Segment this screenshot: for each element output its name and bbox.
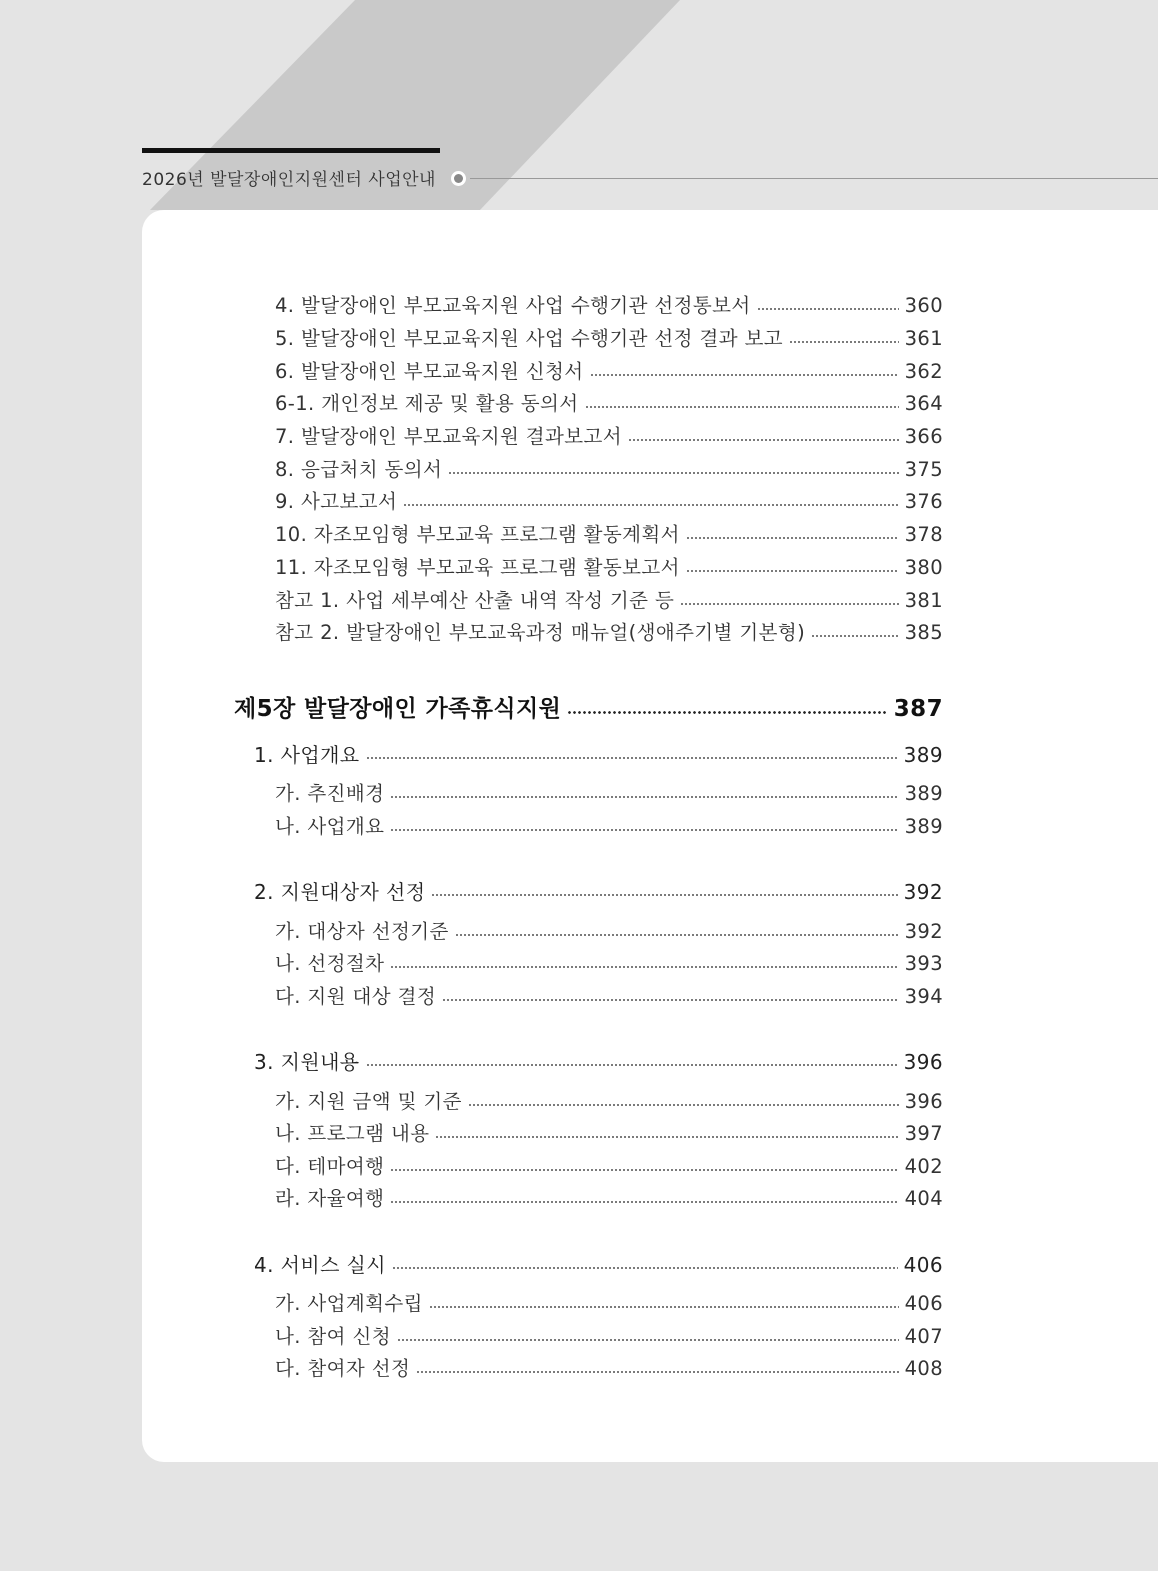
toc-entry[interactable] xyxy=(275,618,943,648)
toc-entry[interactable] xyxy=(275,1152,943,1182)
dot-leader xyxy=(416,1370,898,1374)
dot-leader xyxy=(390,828,898,832)
toc-entry-label: 가. 사업계획수립 xyxy=(275,1292,423,1315)
toc-entry-page: 364 xyxy=(904,392,943,415)
toc-section-label: 3. 지원내용 xyxy=(254,1050,360,1074)
toc-entry-page: 404 xyxy=(904,1187,943,1210)
dot-leader xyxy=(789,340,899,344)
header-accent-bar xyxy=(142,148,440,153)
toc-entry[interactable] xyxy=(275,949,943,979)
toc-section[interactable] xyxy=(254,1047,943,1077)
toc-chapter-label: 제5장 발달장애인 가족휴식지원 xyxy=(234,696,562,722)
toc-entry[interactable] xyxy=(275,324,943,354)
toc-entry-label: 라. 자율여행 xyxy=(275,1187,385,1210)
toc-entry[interactable] xyxy=(275,389,943,419)
dot-leader xyxy=(390,795,898,799)
toc-entry-label: 6-1. 개인정보 제공 및 활용 동의서 xyxy=(275,392,579,415)
dot-leader xyxy=(397,1338,899,1342)
toc-entry-page: 381 xyxy=(904,589,943,612)
dot-leader xyxy=(435,1135,898,1139)
dot-leader xyxy=(468,1103,899,1107)
toc-entry[interactable] xyxy=(275,1119,943,1149)
toc-entry-page: 397 xyxy=(904,1122,943,1145)
toc-entry-page: 376 xyxy=(904,490,943,513)
toc-chapter-page: 387 xyxy=(893,696,943,722)
toc-entry[interactable] xyxy=(275,291,943,321)
toc-entry-page: 361 xyxy=(904,327,943,350)
toc-entry-page: 392 xyxy=(904,920,943,943)
toc-entry-label: 7. 발달장애인 부모교육지원 결과보고서 xyxy=(275,425,622,448)
toc-entry[interactable] xyxy=(275,586,943,616)
toc-entry-label: 다. 지원 대상 결정 xyxy=(275,985,437,1008)
toc-entry[interactable] xyxy=(275,553,943,583)
dot-leader xyxy=(686,569,899,573)
dot-leader xyxy=(686,536,899,540)
toc-entry-label: 가. 지원 금액 및 기준 xyxy=(275,1090,462,1113)
toc-section-page: 392 xyxy=(903,880,943,904)
toc-entry-label: 나. 프로그램 내용 xyxy=(275,1122,430,1145)
toc-entry[interactable] xyxy=(275,455,943,485)
dot-leader xyxy=(429,1305,899,1309)
dot-leader xyxy=(448,471,898,475)
dot-leader xyxy=(403,503,898,507)
toc-entry-label: 6. 발달장애인 부모교육지원 신청서 xyxy=(275,360,584,383)
toc-entry-label: 가. 대상자 선정기준 xyxy=(275,920,449,943)
toc-section-label: 1. 사업개요 xyxy=(254,743,360,767)
toc-entry[interactable] xyxy=(275,812,943,842)
toc-entry-page: 385 xyxy=(904,621,943,644)
toc-entry[interactable] xyxy=(275,1289,943,1319)
dot-leader xyxy=(628,438,899,442)
toc-entry-label: 가. 추진배경 xyxy=(275,782,385,805)
toc-section-page: 406 xyxy=(903,1253,943,1277)
toc-entry-label: 참고 2. 발달장애인 부모교육과정 매뉴얼(생애주기별 기본형) xyxy=(275,621,806,644)
toc-entry-label: 11. 자조모임형 부모교육 프로그램 활동보고서 xyxy=(275,556,680,579)
toc-entry-page: 389 xyxy=(904,815,943,838)
toc-chapter-heading[interactable] xyxy=(234,692,943,726)
toc-entry-page: 366 xyxy=(904,425,943,448)
header-rule xyxy=(470,178,1158,179)
toc-entry[interactable] xyxy=(275,917,943,947)
toc-entry[interactable] xyxy=(275,779,943,809)
dot-leader xyxy=(590,373,899,377)
dot-leader xyxy=(431,893,897,897)
toc-entry-label: 4. 발달장애인 부모교육지원 사업 수행기관 선정통보서 xyxy=(275,294,751,317)
dot-leader xyxy=(366,756,898,760)
dot-leader xyxy=(757,307,899,311)
toc-entry-label: 다. 테마여행 xyxy=(275,1155,385,1178)
toc-entry-page: 396 xyxy=(904,1090,943,1113)
toc-section-page: 389 xyxy=(903,743,943,767)
dot-leader xyxy=(390,1168,898,1172)
toc-entry-page: 375 xyxy=(904,458,943,481)
toc-entry-page: 402 xyxy=(904,1155,943,1178)
toc-entry[interactable] xyxy=(275,982,943,1012)
toc-entry-page: 394 xyxy=(904,985,943,1008)
dot-leader xyxy=(811,634,898,638)
toc-entry[interactable] xyxy=(275,487,943,517)
dot-leader xyxy=(585,405,899,409)
toc-entry-label: 5. 발달장애인 부모교육지원 사업 수행기관 선정 결과 보고 xyxy=(275,327,784,350)
toc-entry-label: 10. 자조모임형 부모교육 프로그램 활동계획서 xyxy=(275,523,680,546)
dot-leader xyxy=(442,998,899,1002)
toc-entry-label: 8. 응급처치 동의서 xyxy=(275,458,443,481)
toc-section-page: 396 xyxy=(903,1050,943,1074)
header-bullet-icon xyxy=(454,174,463,183)
running-header-title: 2026년 발달장애인지원센터 사업안내 xyxy=(142,170,436,190)
toc-entry-page: 380 xyxy=(904,556,943,579)
toc-section[interactable] xyxy=(254,1250,943,1280)
toc-entry-label: 9. 사고보고서 xyxy=(275,490,398,513)
toc-entry[interactable] xyxy=(275,1322,943,1352)
toc-entry-page: 407 xyxy=(904,1325,943,1348)
toc-entry[interactable] xyxy=(275,1087,943,1117)
toc-entry-label: 나. 사업개요 xyxy=(275,815,385,838)
toc-entry[interactable] xyxy=(275,357,943,387)
toc-entry[interactable] xyxy=(275,1184,943,1214)
toc-entry-label: 나. 참여 신청 xyxy=(275,1325,391,1348)
dot-leader xyxy=(390,965,898,969)
dot-leader xyxy=(390,1200,898,1204)
dot-leader xyxy=(567,710,888,715)
toc-section[interactable] xyxy=(254,740,943,770)
toc-entry-label: 나. 선정절차 xyxy=(275,952,385,975)
toc-entry-page: 408 xyxy=(904,1357,943,1380)
dot-leader xyxy=(680,602,898,606)
toc-section-label: 4. 서비스 실시 xyxy=(254,1253,386,1277)
toc-entry-page: 389 xyxy=(904,782,943,805)
toc-entry-page: 362 xyxy=(904,360,943,383)
toc-section[interactable] xyxy=(254,877,943,907)
toc-entry-page: 406 xyxy=(904,1292,943,1315)
dot-leader xyxy=(455,933,899,937)
toc-entry-label: 다. 참여자 선정 xyxy=(275,1357,411,1380)
toc-entry[interactable] xyxy=(275,422,943,452)
toc-section-label: 2. 지원대상자 선정 xyxy=(254,880,426,904)
toc-entry-page: 393 xyxy=(904,952,943,975)
toc-entry[interactable] xyxy=(275,520,943,550)
toc-entry[interactable] xyxy=(275,1354,943,1384)
toc-entry-page: 360 xyxy=(904,294,943,317)
dot-leader xyxy=(392,1266,898,1270)
dot-leader xyxy=(366,1063,898,1067)
toc-entry-page: 378 xyxy=(904,523,943,546)
toc-entry-label: 참고 1. 사업 세부예산 산출 내역 작성 기준 등 xyxy=(275,589,675,612)
